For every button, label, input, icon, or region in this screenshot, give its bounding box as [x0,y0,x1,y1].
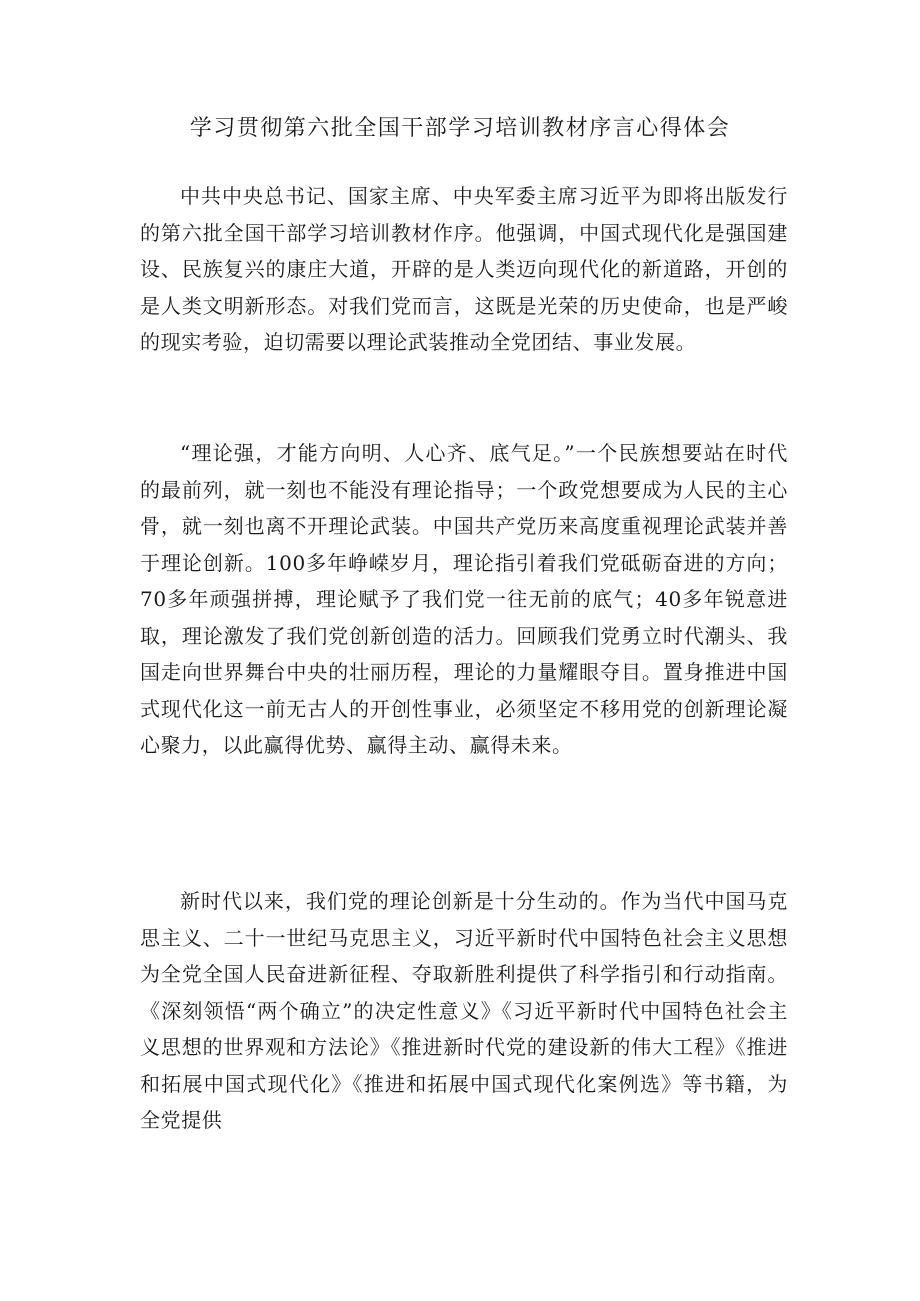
paragraph-2: “理论强，才能方向明、人心齐、底气足。”一个民族想要站在时代的最前列，就一刻也不能没有理论指导；一个政党想要成为人民的主心骨，就一刻也离不开理论武装。中国共产党历来高度重视理论武装并善于理论创新。100多年峥嵘岁月，理论指引着我们党砥砺奋进的方向；70多年顽强拼搏，理论赋予了我们党一往无前的底气；40多年锐意进取，理论激发了我们党创新创造的活力。回顾我们党勇立时代潮头、我国走向世界舞台中央的壮丽历程，理论的力量耀眼夺目。置身推进中国式现代化这一前无古人的开创性事业，必须坚定不移用党的创新理论凝心聚力，以此赢得优势、赢得主动、赢得未来。 [140,441,788,757]
paragraph-1: 中共中央总书记、国家主席、中央军委主席习近平为即将出版发行的第六批全国干部学习培训教材作序。他强调，中国式现代化是强国建设、民族复兴的康庄大道，开辟的是人类迈向现代化的新道路，开创的是人类文明新形态。对我们党而言，这既是光荣的历史使命，也是严峻的现实考验，迫切需要以理论武装推动全党团结、事业发展。 [140,184,788,354]
document-title: 学习贯彻第六批全国干部学习培训教材序言心得体会 [189,116,731,141]
paragraph-3: 新时代以来，我们党的理论创新是十分生动的。作为当代中国马克思主义、二十一世纪马克思主义，习近平新时代中国特色社会主义思想为全党全国人民奋进新征程、夺取新胜利提供了科学指引和行动指南。《深刻领悟“两个确立”的决定性意义》《习近平新时代中国特色社会主义思想的世界观和方法论》《推进新时代党的建设新的伟大工程》《推进和拓展中国式现代化》《推进和拓展中国式现代化案例选》等书籍，为全党提供 [140,889,788,1132]
